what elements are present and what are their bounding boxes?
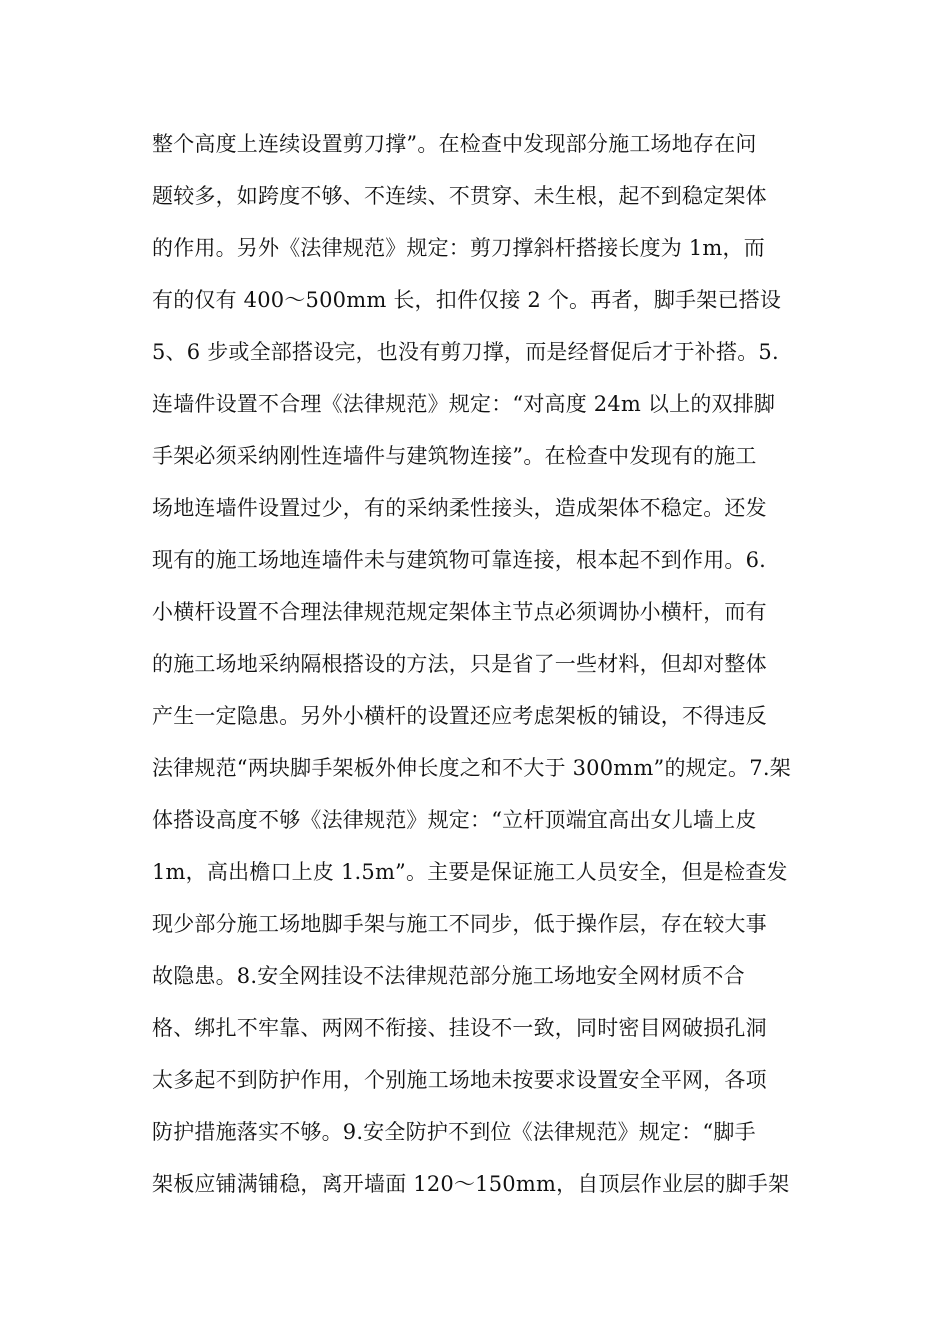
body-text bbox=[152, 118, 812, 1210]
text-line: 故隐患。8.安全网挂设不法律规范部分施工场地安全网材质不合 bbox=[152, 964, 745, 988]
text-line: 的施工场地采纳隔根搭设的方法，只是省了一些材料，但却对整体 bbox=[152, 652, 767, 676]
text-line: 现少部分施工场地脚手架与施工不同步，低于操作层，存在较大事 bbox=[152, 912, 767, 936]
text-line: 场地连墙件设置过少，有的采纳柔性接头，造成架体不稳定。还发 bbox=[152, 496, 767, 520]
text-line: 有的仅有 400～500mm 长，扣件仅接 2 个。再者，脚手架已搭设 bbox=[152, 288, 782, 312]
text-line: 体搭设高度不够《法律规范》规定：“立杆顶端宜高出女儿墙上皮 bbox=[152, 808, 757, 832]
text-line: 题较多，如跨度不够、不连续、不贯穿、未生根，起不到稳定架体 bbox=[152, 184, 767, 208]
text-line: 的作用。另外《法律规范》规定：剪刀撑斜杆搭接长度为 1m，而 bbox=[152, 236, 765, 260]
text-line: 整个高度上连续设置剪刀撑”。在检查中发现部分施工场地存在问 bbox=[152, 132, 757, 156]
text-line: 现有的施工场地连墙件未与建筑物可靠连接，根本起不到作用。6. bbox=[152, 548, 767, 572]
text-line: 小横杆设置不合理法律规范规定架体主节点必须调协小横杆，而有 bbox=[152, 600, 767, 624]
text-line: 法律规范“两块脚手架板外伸长度之和不大于 300mm”的规定。7.架 bbox=[152, 756, 791, 780]
text-line: 手架必须采纳刚性连墙件与建筑物连接”。在检查中发现有的施工 bbox=[152, 444, 757, 468]
text-line: 架板应铺满铺稳，离开墙面 120～150mm，自顶层作业层的脚手架 bbox=[152, 1172, 790, 1196]
text-line: 产生一定隐患。另外小横杆的设置还应考虑架板的铺设，不得违反 bbox=[152, 704, 767, 728]
text-line: 太多起不到防护作用，个别施工场地未按要求设置安全平网，各项 bbox=[152, 1068, 767, 1092]
text-line: 防护措施落实不够。9.安全防护不到位《法律规范》规定：“脚手 bbox=[152, 1120, 756, 1144]
text-line: 1m，高出檐口上皮 1.5m”。主要是保证施工人员安全，但是检查发 bbox=[152, 860, 788, 884]
text-line: 格、绑扎不牢靠、两网不衔接、挂设不一致，同时密目网破损孔洞 bbox=[152, 1016, 767, 1040]
text-line: 连墙件设置不合理《法律规范》规定：“对高度 24m 以上的双排脚 bbox=[152, 392, 776, 416]
text-line: 5、6 步或全部搭设完，也没有剪刀撑，而是经督促后才于补搭。5. bbox=[152, 340, 779, 364]
